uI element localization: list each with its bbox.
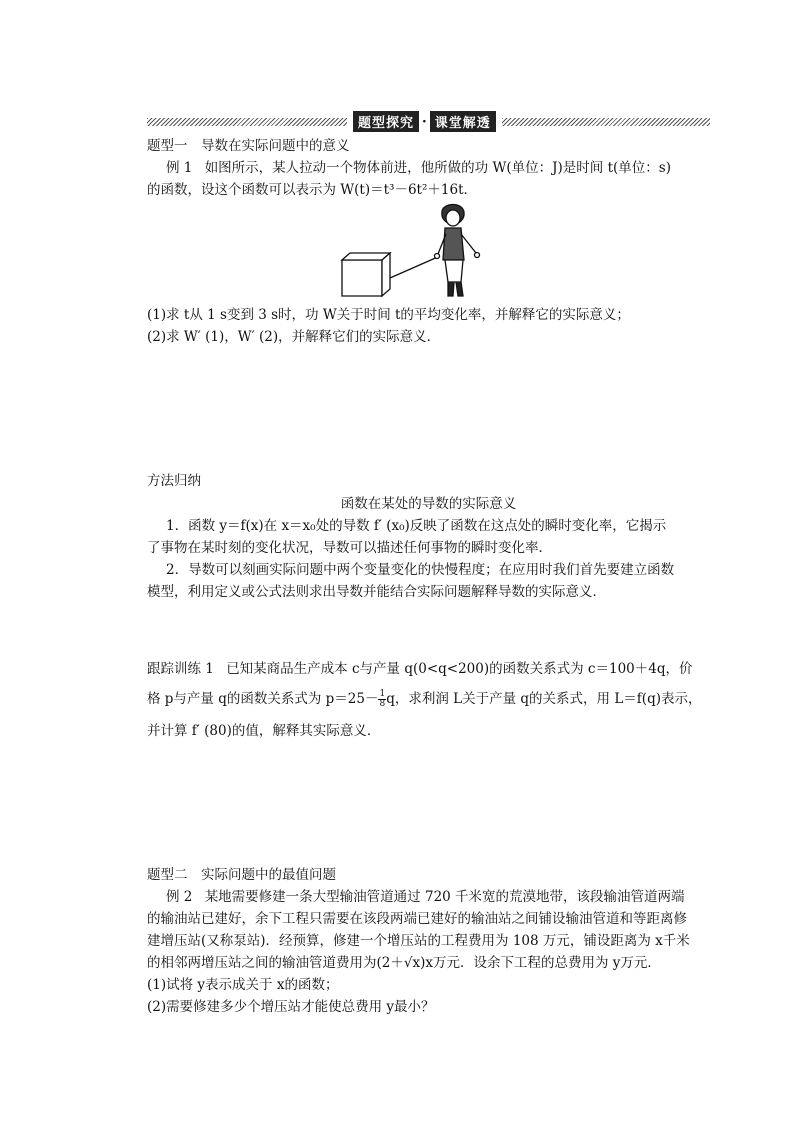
example2-line3: 建增压站(又称泵站)．经预算，修建一个增压站的工程费用为 108 万元，铺设距离为 x千米 — [147, 933, 690, 949]
practice1-label: 跟踪训练 1 — [147, 661, 214, 677]
example1-line2: 的函数，设这个函数可以表示为 W(t)＝t³－6t²＋16t． — [147, 182, 477, 198]
method-para2-line2: 模型，利用定义或公式法则求出导数并能结合实际问题解释导数的实际意义． — [147, 584, 606, 600]
example1-label: 例 1 — [166, 160, 193, 176]
type1-heading: 题型一 导数在实际问题中的意义 — [147, 138, 350, 154]
banner-title-right: 课堂解透 — [430, 111, 496, 132]
method-para2-line1: 2．导数可以刻画实际问题中两个变量变化的快慢程度；在应用时我们首先要建立函数 — [166, 562, 675, 578]
banner-hatch-right — [502, 118, 710, 126]
person-icon — [435, 204, 480, 296]
practice1-text2b: q，求利润 L关于产量 q的关系式，用 L＝f(q)表示， — [386, 691, 702, 707]
example1-question2: (2)求 W′ (1)，W′ (2)，并解释它们的实际意义． — [147, 329, 441, 345]
example2-label: 例 2 — [166, 889, 193, 905]
example2-question1: (1)试将 y表示成关于 x的函数； — [147, 977, 339, 993]
rope-line — [390, 256, 440, 278]
practice1-line2 — [147, 688, 701, 710]
box-icon — [342, 253, 390, 296]
example1-line1 — [166, 157, 671, 179]
method-para1-line1: 1．函数 y＝f(x)在 x＝x₀处的导数 f′ (x₀)反映了函数在这点处的瞬时变化率，它揭示 — [166, 518, 667, 534]
example2-text1: 某地需要修建一条大型输油管道通过 720 千米宽的荒漠地带，该段输油管道两端 — [204, 889, 685, 905]
practice1-line3: 并计算 f′ (80)的值，解释其实际意义． — [147, 723, 381, 739]
example1-question1: (1)求 t从 1 s变到 3 s时，功 W关于时间 t的平均变化率，并解释它的实际意义； — [147, 307, 630, 323]
example2-line2: 的输油站已建好，余下工程只需要在该段两端已建好的输油站之间铺设输油管道和等距离修 — [147, 911, 687, 927]
example2-question2: (2)需要修建多少个增压站才能使总费用 y最小？ — [147, 999, 435, 1015]
practice1-text2a: 格 p与产量 q的函数关系式为 p＝25－ — [147, 691, 379, 707]
example1-text1: 如图所示，某人拉动一个物体前进，他所做的功 W(单位：J)是时间 t(单位：s) — [204, 160, 671, 176]
banner-dot: · — [422, 113, 427, 130]
banner-hatch-left — [147, 118, 347, 126]
pulling-box-illustration — [330, 198, 500, 306]
method-title: 函数在某处的导数的实际意义 — [340, 496, 517, 512]
example2-line1 — [166, 886, 685, 908]
method-para1-line2: 了事物在某时刻的变化状况，导数可以描述任何事物的瞬时变化率． — [147, 540, 552, 556]
example2-line4: 的相邻两增压站之间的输油管道费用为(2＋√x)x万元．设余下工程的总费用为 y万元． — [147, 955, 661, 971]
practice1-line1 — [147, 658, 692, 680]
fraction-denominator: 8 — [379, 699, 386, 709]
method-heading: 方法归纳 — [147, 473, 201, 489]
practice1-text1: 已知某商品生产成本 c与产量 q(0<q<200)的函数关系式为 c＝100＋4q，价 — [226, 661, 693, 677]
type2-heading: 题型二 实际问题中的最值问题 — [147, 867, 336, 883]
section-banner — [147, 111, 710, 132]
fraction-numerator: 1 — [379, 689, 386, 699]
banner-title-left: 题型探究 — [353, 111, 419, 132]
